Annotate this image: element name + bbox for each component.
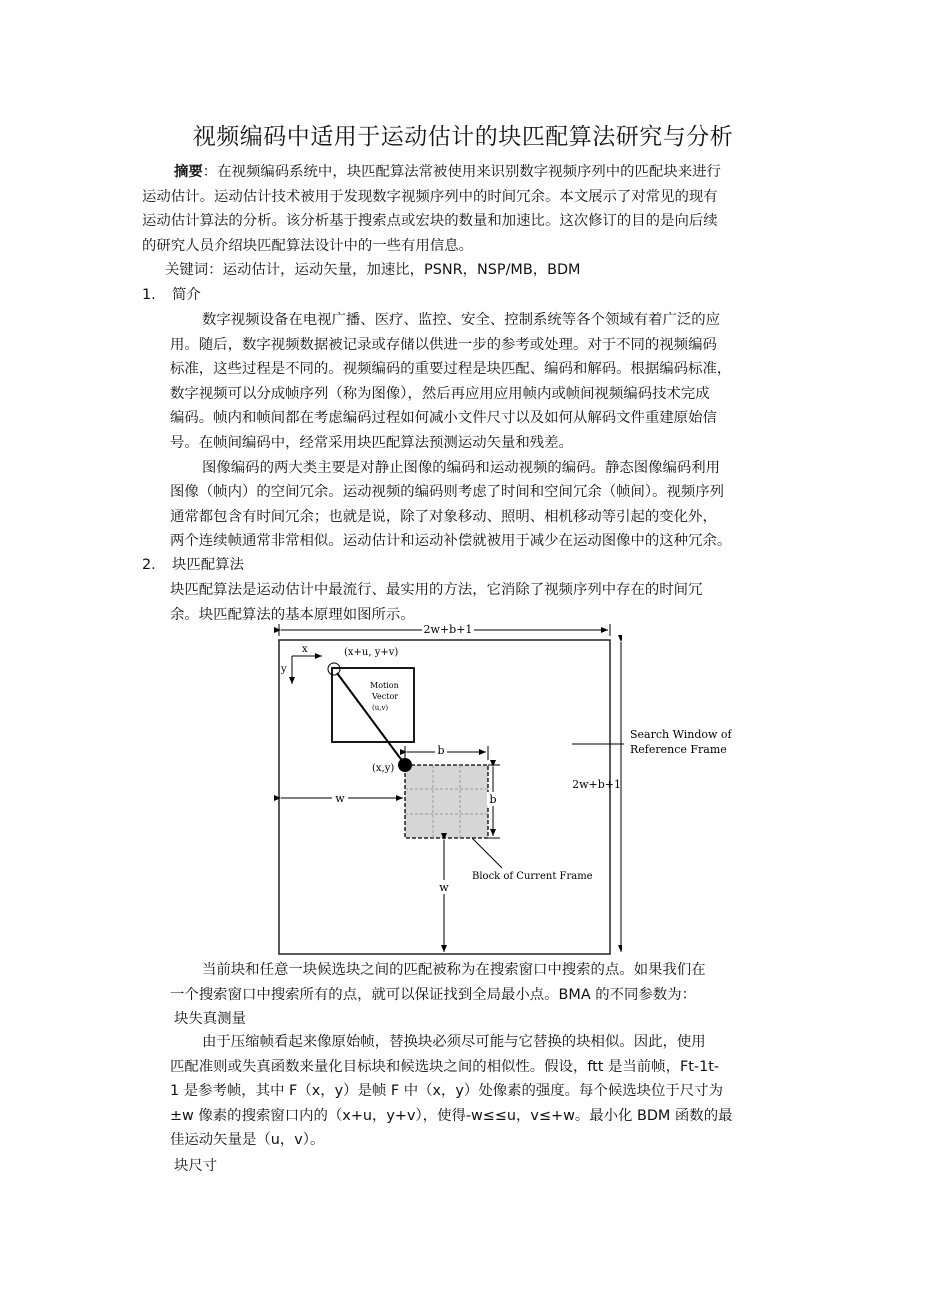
section-number: 2.: [142, 557, 156, 573]
y-axis-label: y: [281, 664, 287, 675]
current-point: [398, 758, 412, 772]
paragraph-line: 佳运动矢量是（u，v）。: [170, 1132, 325, 1149]
w-left-label: w: [335, 792, 345, 805]
subheading-block-size: 块尺寸: [174, 1158, 218, 1174]
paragraph-line: 数字视频可以分成帧序列（称为图像），然后再应用应用帧内或帧间视频编码技术完成: [170, 385, 710, 402]
section-1-heading: [142, 283, 201, 308]
abstract-line: 运动估计算法的分析。该分析基于搜索点或宏块的数量和加速比。这次修订的目的是向后续: [142, 213, 718, 230]
motion-vector-label-1: Motion: [370, 681, 399, 690]
paragraph-line: 通常都包含有时间冗余；也就是说，除了对象移动、照明、相机移动等引起的变化外，: [170, 508, 717, 525]
search-window-label-1: Search Window of: [630, 728, 732, 741]
current-block: [405, 765, 488, 838]
top-width-label: 2w+b+1: [423, 623, 473, 636]
paragraph-line: 块匹配算法是运动估计中最流行、最实用的方法，它消除了视频序列中存在的时间冗: [170, 582, 703, 598]
paragraph-line: 余。块匹配算法的基本原理如图所示。: [170, 606, 415, 623]
motion-vector-label-3: (u,v): [372, 704, 389, 712]
bdm-body: [170, 1030, 800, 1153]
subheading-bdm: 块失真测量: [174, 1011, 246, 1027]
section-1-body: [170, 308, 800, 554]
block-label: Block of Current Frame: [472, 871, 593, 882]
b-top-label: b: [437, 744, 445, 757]
paragraph-line: 编码。帧内和帧间都在考虑编码过程如何减小文件尺寸以及如何从解码文件重建原始信: [170, 410, 717, 427]
paragraph-line: 数字视频设备在电视广播、医疗、监控、安全、控制系统等各个领域有着广泛的应: [202, 312, 721, 328]
abstract-line: [142, 160, 792, 185]
point-label: (x,y): [372, 763, 395, 774]
paragraph-line: 当前块和任意一块候选块之间的匹配被称为在搜索窗口中搜索的点。如果我们在: [202, 962, 706, 978]
block-matching-figure: [272, 620, 622, 960]
abstract-label: 摘要: [174, 164, 203, 180]
keywords: 关键词：运动估计，运动矢量，加速比，PSNR，NSP/MB，BDM: [165, 262, 581, 278]
section-number: 1.: [142, 287, 156, 303]
block-pointer: [472, 838, 502, 868]
paragraph-line: 图像编码的两大类主要是对静止图像的编码和运动视频的编码。静态图像编码利用: [202, 459, 721, 476]
abstract-line: 的研究人员介绍块匹配算法设计中的一些有用信息。: [142, 237, 473, 254]
section-title: 块匹配算法: [172, 557, 244, 573]
abstract-text: ：在视频编码系统中，块匹配算法常被使用来识别数字视频序列中的匹配块来进行: [202, 164, 721, 180]
paragraph-line: 标准，这些过程是不同的。视频编码的重要过程是块匹配、编码和解码。根据编码标准，: [170, 361, 732, 378]
w-bottom-label: w: [439, 881, 449, 894]
section-2-heading: [142, 553, 244, 578]
right-height-label: 2w+b+1: [572, 778, 621, 791]
paragraph-line: 由于压缩帧看起来像原始帧，替换块必须尽可能与它替换的块相似。因此，使用: [202, 1034, 706, 1050]
paragraph-line: 号。在帧间编码中，经常采用块匹配算法预测运动矢量和残差。: [170, 434, 573, 451]
candidate-label: (x+u, y+v): [344, 647, 399, 658]
search-window-label-2: Reference Frame: [630, 743, 727, 756]
b-right-label: b: [489, 793, 497, 806]
paragraph-line: 1 是参考帧，其中 F（x，y）是帧 F 中（x，y）处像素的强度。每个候选块位于尺寸为: [170, 1083, 723, 1100]
paragraph-line: 用。随后，数字视频数据被记录或存储以供进一步的参考或处理。对于不同的视频编码: [170, 336, 717, 353]
page-title: 视频编码中适用于运动估计的块匹配算法研究与分析: [192, 124, 734, 150]
abstract-line: 运动估计。运动估计技术被用于发现数字视频序列中的时间冗余。本文展示了对常见的现有: [142, 188, 718, 205]
x-axis-label: x: [302, 644, 308, 655]
paragraph-line: 图像（帧内）的空间冗余。运动视频的编码则考虑了时间和空间冗余（帧间）。视频序列: [170, 484, 725, 501]
paragraph-line: 两个连续帧通常非常相似。运动估计和运动补偿就被用于减少在运动图像中的这种冗余。: [170, 533, 732, 550]
paragraph-line: 匹配准则或失真函数来量化目标块和候选块之间的相似性。假设，ftt 是当前帧，Ft-1t-: [170, 1058, 720, 1075]
abstract: [142, 160, 792, 258]
paragraph-line: 一个搜索窗口中搜索所有的点，就可以保证找到全局最小点。BMA 的不同参数为：: [170, 986, 696, 1003]
section-title: 简介: [172, 287, 201, 303]
section-2-after-figure: [170, 958, 800, 1007]
search-window-label: [572, 724, 732, 764]
motion-vector-label-2: Vector: [372, 692, 399, 701]
paragraph-line: ±w 像素的搜索窗口内的（x+u，y+v），使得-w≤≤u，v≤+w。最小化 BDM 函数的最: [170, 1107, 733, 1124]
